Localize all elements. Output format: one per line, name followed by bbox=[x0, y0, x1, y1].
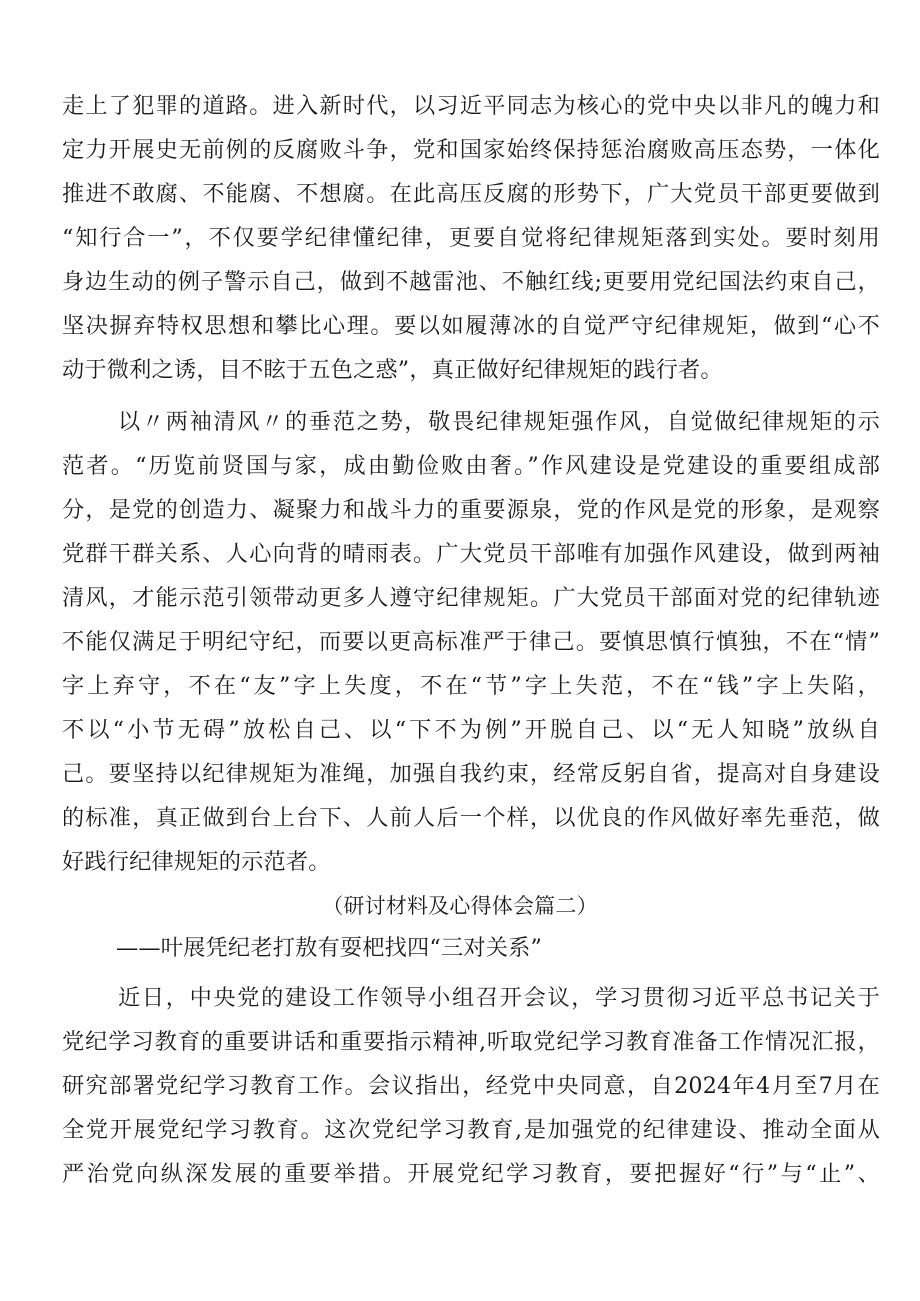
paragraph-line: 范者。“历览前贤国与家，成由勤俭败由奢。”作风建设是党建设的重要组成部 bbox=[62, 453, 880, 479]
paragraph-line: 清风，才能示范引领带动更多人遵守纪律规矩。广大党员干部面对党的纪律轨迹 bbox=[62, 585, 880, 611]
paragraph-line: 己。要坚持以纪律规矩为准绳，加强自我约束，经常反躬自省，提高对自身建设 bbox=[62, 761, 880, 787]
paragraph-line: 不以“小节无碍”放松自己、以“下不为例”开脱自己、以“无人知晓”放纵自 bbox=[62, 717, 880, 743]
paragraph-line: 党群干群关系、人心向背的晴雨表。广大党员干部唯有加强作风建设，做到两袖 bbox=[62, 541, 880, 567]
paragraph-line: “知行合一”，不仅要学纪律懂纪律，更要自觉将纪律规矩落到实处。要时刻用 bbox=[62, 225, 880, 251]
paragraph-line: 定力开展史无前例的反腐败斗争，党和国家始终保持惩治腐败高压态势，一体化 bbox=[62, 137, 880, 163]
paragraph-line: 分，是党的创造力、凝聚力和战斗力的重要源泉，党的作风是党的形象，是观察 bbox=[62, 497, 880, 523]
section-subtitle: ——叶展凭纪老打敖有耍杷找四“三对关系” bbox=[116, 935, 543, 961]
paragraph-line: 好践行纪律规矩的示范者。 bbox=[62, 849, 331, 875]
paragraph-line: 全党开展党纪学习教育。这次党纪学习教育,是加强党的纪律建设、推动全面从 bbox=[62, 1117, 880, 1143]
paragraph-line: 研究部署党纪学习教育工作。会议指出，经党中央同意，自2024年4月至7月在 bbox=[62, 1073, 880, 1099]
paragraph-line: 严治党向纵深发展的重要举措。开展党纪学习教育，要把握好“行”与“止”、 bbox=[62, 1161, 880, 1187]
paragraph-line: 党纪学习教育的重要讲话和重要指示精神,听取党纪学习教育准备工作情况汇报， bbox=[62, 1029, 880, 1055]
section-heading: （研讨材料及心得体会篇二） bbox=[322, 894, 598, 918]
paragraph-line: 身边生动的例子警示自己，做到不越雷池、不触红线;更要用党纪国法约束自己， bbox=[62, 269, 880, 295]
paragraph-line: 的标准，真正做到台上台下、人前人后一个样，以优良的作风做好率先垂范，做 bbox=[62, 805, 880, 831]
paragraph-line: 坚决摒弃特权思想和攀比心理。要以如履薄冰的自觉严守纪律规矩，做到“心不 bbox=[62, 313, 880, 339]
paragraph-line: 近日，中央党的建设工作领导小组召开会议，学习贯彻习近平总书记关于 bbox=[118, 985, 880, 1011]
paragraph-line: 以〃两袖清风〃的垂范之势，敬畏纪律规矩强作风，自觉做纪律规矩的示 bbox=[118, 409, 880, 435]
paragraph-line: 不能仅满足于明纪守纪，而要以更高标准严于律己。要慎思慎行慎独，不在“情” bbox=[62, 629, 880, 655]
paragraph-line: 走上了犯罪的道路。进入新时代，以习近平同志为核心的党中央以非凡的魄力和 bbox=[62, 93, 880, 119]
paragraph-line: 动于微利之诱，目不眩于五色之惑”，真正做好纪律规矩的践行者。 bbox=[62, 357, 723, 383]
paragraph-line: 字上弃守，不在“友”字上失度，不在“节”字上失范，不在“钱”字上失陷， bbox=[62, 673, 880, 699]
paragraph-line: 推进不敢腐、不能腐、不想腐。在此高压反腐的形势下，广大党员干部更要做到 bbox=[62, 181, 880, 207]
